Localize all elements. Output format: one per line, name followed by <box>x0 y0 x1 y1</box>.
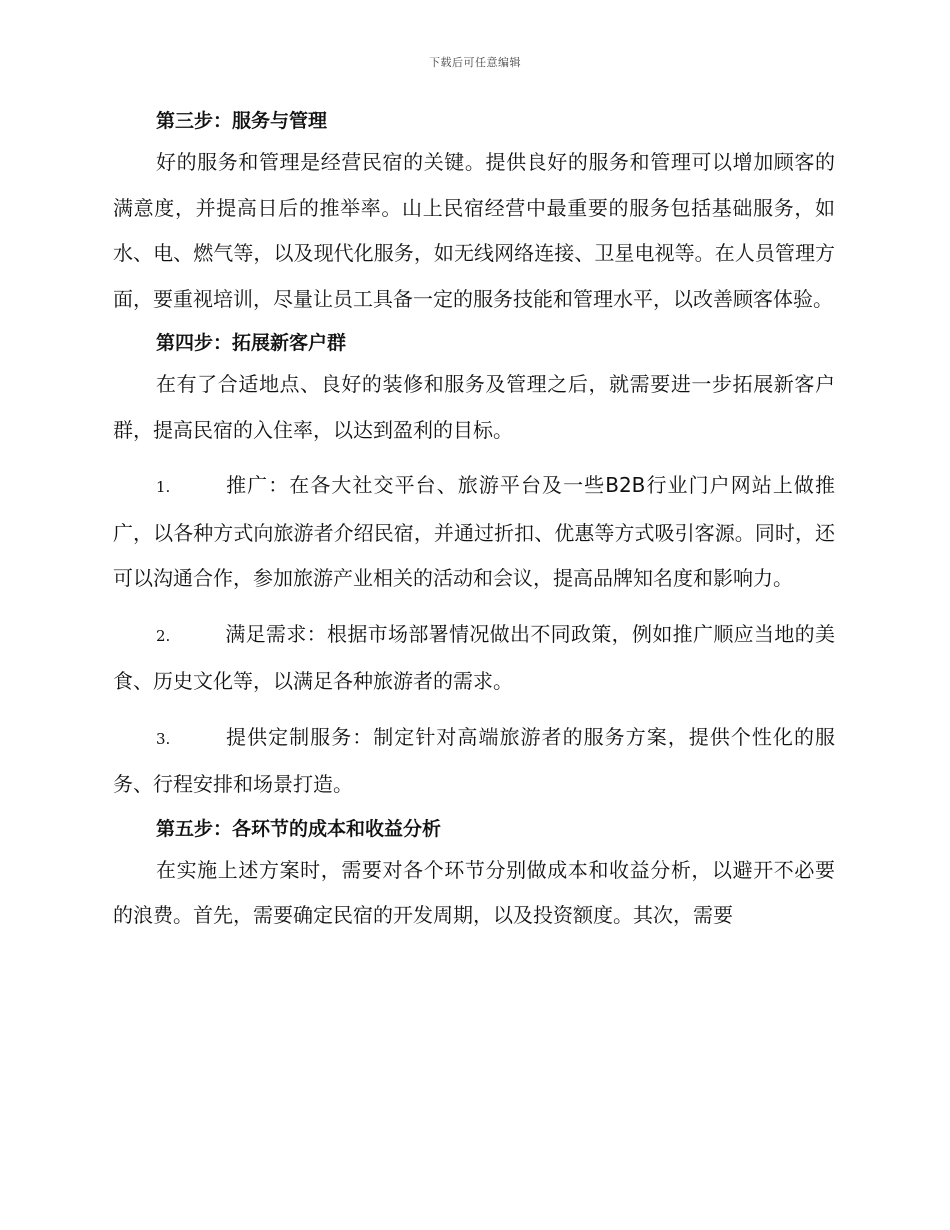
list-item <box>113 612 835 705</box>
document-body <box>113 110 835 939</box>
section-heading-step5: 第五步：各环节的成本和收益分析 <box>156 817 442 840</box>
list-item-number: 2. <box>156 626 171 645</box>
list-item-number: 1. <box>156 478 171 496</box>
list-item-text: 满足需求：根据市场部署情况做出不同政策，例如推广顺应当地的美食、历史文化等，以满足各种旅游者的需求。 <box>113 621 835 693</box>
list-item <box>113 463 835 602</box>
list-item-text: 推广：在各大社交平台、旅游平台及一些B2B行业门户网站上做推广，以各种方式向旅游者介绍民宿，并通过折扣、优惠等方式吸引客源。同时，还可以沟通合作，参加旅游产业相关的活动和会议，提高品牌知名度和影响力。 <box>113 473 835 590</box>
section-paragraph-step4: 在有了合适地点、良好的装修和服务及管理之后，就需要进一步拓展新客户群，提高民宿的入住率，以达到盈利的目标。 <box>113 372 835 442</box>
section-heading-step3: 第三步：服务与管理 <box>156 110 328 132</box>
list-item <box>113 715 835 808</box>
section-paragraph-step3: 好的服务和管理是经营民宿的关键。提供良好的服务和管理可以增加顾客的满意度，并提高日后的推举率。山上民宿经营中最重要的服务包括基础服务，如水、电、燃气等，以及现代化服务，如无线网络连接、卫星电视等。在人员管理方面，要重视培训，尽量让员工具备一定的服务技能和管理水平，以改善顾客体验。 <box>113 150 835 311</box>
section-heading-step4: 第四步：拓展新客户群 <box>156 332 347 354</box>
list-item-number: 3. <box>156 729 171 748</box>
section-paragraph-step5: 在实施上述方案时，需要对各个环节分别做成本和收益分析，以避开不必要的浪费。首先，需要确定民宿的开发周期，以及投资额度。其次，需要 <box>113 857 835 927</box>
list-item-text: 提供定制服务：制定针对高端旅游者的服务方案，提供个性化的服务、行程安排和场景打造。 <box>113 724 835 796</box>
header-note: 下载后可任意编辑 <box>429 56 521 69</box>
